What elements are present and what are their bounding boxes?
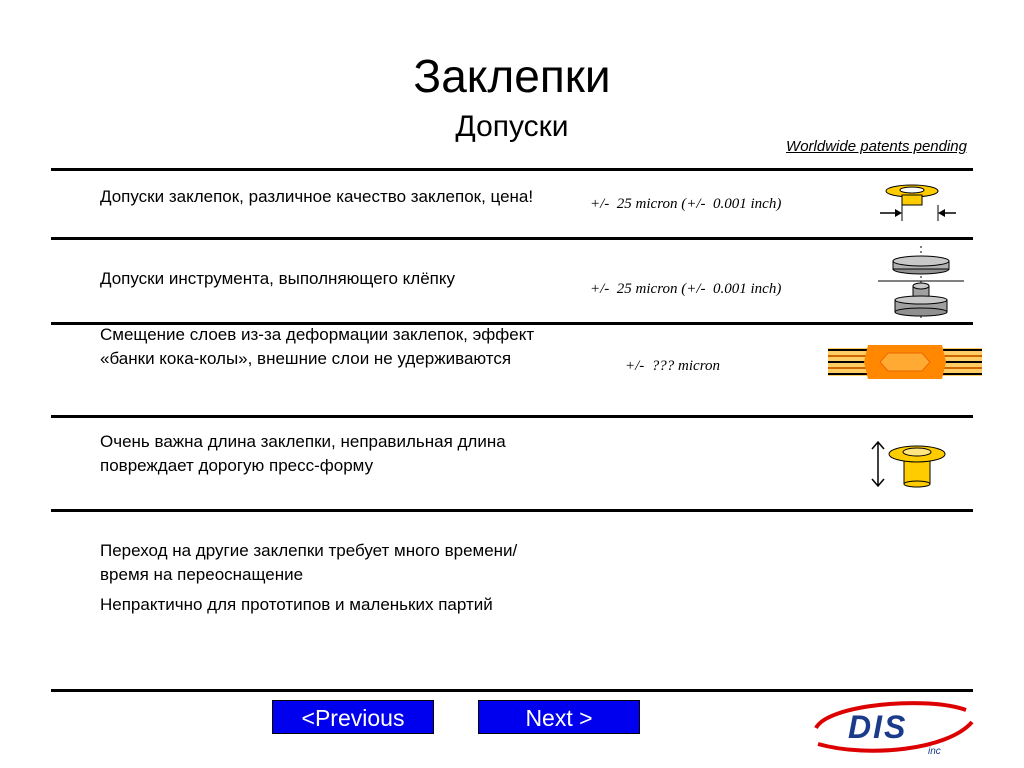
row-description (100, 323, 540, 377)
rivet-gauge-icon (876, 183, 960, 227)
tolerance-value: +/- 25 micron (+/- 0.001 inch) (590, 196, 782, 212)
layer-stack-icon (828, 345, 982, 379)
row-description (100, 267, 540, 297)
page-title: Заклепки (413, 50, 611, 102)
divider (51, 168, 973, 171)
tolerance-value: +/- ??? micron (625, 358, 720, 374)
rivet-length-icon (866, 438, 952, 490)
dis-logo (808, 696, 978, 762)
riveting-tool-icon (876, 244, 966, 322)
row-text-line: Допуски заклепок, различное качество заклепок, цена! (100, 187, 534, 206)
previous-button[interactable]: <Previous (272, 700, 434, 734)
row-description (100, 185, 540, 215)
next-button[interactable]: Next > (478, 700, 640, 734)
row-text-line: Смещение слоев из-за деформации заклепок, эффект «банки кока-колы», внешние слои не удерживаются (100, 325, 535, 368)
divider (51, 237, 973, 240)
row-text-line: Допуски инструмента, выполняющего клёпку (100, 269, 455, 288)
row-description (100, 430, 540, 484)
divider (51, 689, 973, 692)
logo-text: DIS (848, 709, 908, 745)
page-subtitle: Допуски (455, 110, 569, 143)
divider (51, 415, 973, 418)
row-text-line: Непрактично для прототипов и маленьких партий (100, 595, 493, 614)
row-text-line: Переход на другие заклепки требует много времени/время на переоснащение (100, 541, 518, 584)
tolerance-value: +/- 25 micron (+/- 0.001 inch) (590, 281, 782, 297)
divider (51, 509, 973, 512)
row-text-line: Очень важна длина заклепки, неправильная длина повреждает дорогую пресс-форму (100, 432, 506, 475)
row-description (100, 539, 540, 623)
logo-suffix: inc (928, 746, 941, 757)
patents-note: Worldwide patents pending (786, 138, 967, 155)
